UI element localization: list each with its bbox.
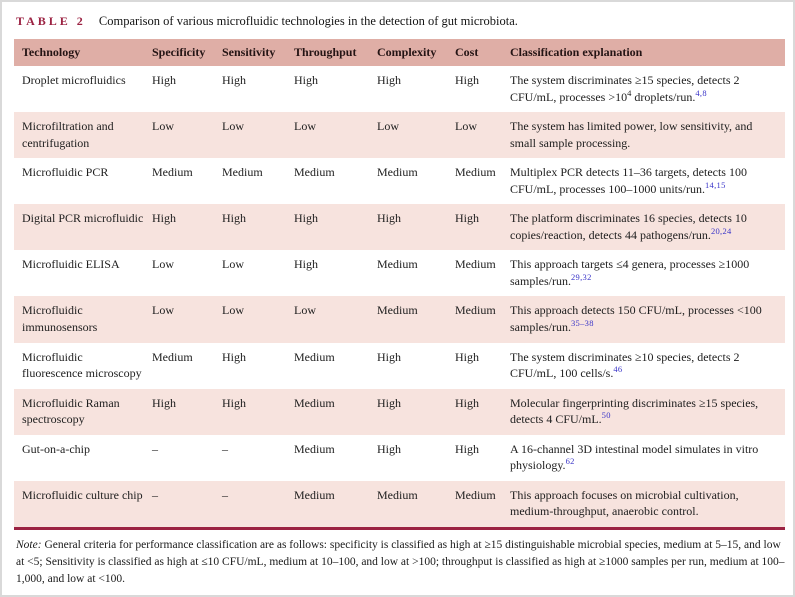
- cell-technology: Microfiltration and centrifugation: [22, 119, 114, 150]
- cell-explanation: [510, 296, 785, 342]
- table-note: [16, 537, 785, 589]
- cell-technology: Microfluidic immunosensors: [22, 303, 98, 335]
- explanation-text: This approach detects 150 CFU/mL, processes <100 samples/run.: [510, 303, 762, 335]
- column-header-complexity: Complexity: [377, 39, 455, 66]
- column-header-cost: Cost: [455, 39, 510, 66]
- cell-sensitivity: High: [222, 211, 246, 226]
- cell-sensitivity: High: [222, 349, 246, 364]
- explanation-text: The system discriminates ≥15 species, detects 2 CFU/mL, processes >10: [510, 73, 740, 104]
- cell-sensitivity: High: [222, 395, 246, 410]
- cell-explanation: [510, 158, 785, 204]
- table-row: [14, 389, 785, 435]
- reference-superscript: 46: [613, 364, 623, 375]
- table-row: [14, 66, 785, 112]
- explanation-text: A 16-channel 3D intestinal model simulates in vitro physiology.: [510, 441, 759, 473]
- cell-technology: Microfluidic PCR: [22, 165, 109, 180]
- cell-explanation: [510, 435, 785, 481]
- cell-complexity: High: [377, 211, 401, 226]
- cell-cost: High: [455, 395, 479, 410]
- cell-specificity: Medium: [152, 165, 193, 180]
- cell-specificity: –: [152, 441, 158, 456]
- cell-explanation: [510, 343, 785, 389]
- cell-sensitivity: Low: [222, 119, 244, 134]
- cell-specificity: High: [152, 73, 176, 87]
- cell-throughput: Low: [294, 119, 316, 134]
- explanation-text: Multiplex PCR detects 11–36 targets, detects 100 CFU/mL, processes 100–1000 units/run.: [510, 165, 747, 196]
- cell-explanation: [510, 250, 785, 296]
- cell-complexity: Medium: [377, 257, 418, 272]
- table-row: [14, 204, 785, 250]
- cell-specificity: High: [152, 395, 176, 410]
- table-header-row: [14, 39, 785, 66]
- cell-explanation: [510, 481, 785, 529]
- cell-complexity: Medium: [377, 303, 418, 318]
- reference-superscript: 4,8: [695, 87, 707, 98]
- cell-explanation: [510, 66, 785, 112]
- column-header-sensitivity: Sensitivity: [222, 39, 294, 66]
- table-caption-text: Comparison of various microfluidic technologies in the detection of gut microbiota.: [98, 14, 518, 28]
- inline-exponent: 4: [627, 87, 632, 98]
- cell-throughput: Low: [294, 303, 316, 318]
- table-row: [14, 343, 785, 389]
- cell-technology: Gut-on-a-chip: [22, 441, 90, 456]
- cell-explanation: [510, 112, 785, 158]
- note-label: Note:: [16, 538, 42, 551]
- cell-throughput: Medium: [294, 487, 335, 502]
- comparison-table: [14, 39, 785, 530]
- cell-throughput: Medium: [294, 441, 335, 456]
- cell-complexity: High: [377, 73, 401, 87]
- reference-superscript: 14,15: [705, 179, 726, 190]
- reference-superscript: 50: [601, 410, 611, 421]
- cell-sensitivity: Low: [222, 257, 244, 272]
- note-text: General criteria for performance classification are as follows: specificity is classified as high at ≥15 distinguishable microbial species, medium at 5–15, and low at <5; Sensitivity is classified as high at ≤10 CFU/mL, medium at 10–100, and low at >100; throughput is classified as high at ≥1000 samples per run, medium at 100–1,000, and low at <100.: [16, 538, 785, 586]
- explanation-text: This approach targets ≤4 genera, processes ≥1000 samples/run.: [510, 257, 750, 288]
- table-row: [14, 481, 785, 529]
- cell-throughput: High: [294, 211, 318, 226]
- cell-specificity: Medium: [152, 349, 193, 364]
- cell-throughput: Medium: [294, 349, 335, 364]
- cell-complexity: Medium: [377, 487, 418, 502]
- cell-cost: Medium: [455, 257, 496, 272]
- cell-complexity: Medium: [377, 165, 418, 180]
- cell-cost: Medium: [455, 165, 496, 180]
- reference-superscript: 29,32: [571, 271, 592, 282]
- table-row: [14, 112, 785, 158]
- explanation-text-cont: droplets/run.: [631, 89, 696, 104]
- cell-technology: Microfluidic culture chip: [22, 487, 143, 502]
- table-row: [14, 158, 785, 204]
- cell-throughput: Medium: [294, 165, 335, 180]
- cell-technology: Microfluidic fluorescence microscopy: [22, 349, 142, 381]
- cell-throughput: High: [294, 257, 318, 272]
- cell-sensitivity: Medium: [222, 165, 263, 180]
- column-header-specificity: Specificity: [152, 39, 222, 66]
- cell-sensitivity: –: [222, 487, 228, 502]
- table-caption: [16, 14, 781, 29]
- explanation-text: Molecular fingerprinting discriminates ≥15 species, detects 4 CFU/mL.: [510, 395, 759, 427]
- cell-cost: Medium: [455, 303, 496, 318]
- reference-superscript: 35–38: [571, 318, 594, 329]
- cell-cost: High: [455, 349, 479, 364]
- table-row: [14, 250, 785, 296]
- table-row: [14, 435, 785, 481]
- cell-explanation: [510, 204, 785, 250]
- explanation-text: The system has limited power, low sensitivity, and small sample processing.: [510, 119, 753, 150]
- cell-cost: Medium: [455, 487, 496, 502]
- cell-cost: High: [455, 73, 479, 87]
- cell-technology: Digital PCR microfluidic: [22, 211, 144, 226]
- cell-explanation: [510, 389, 785, 435]
- cell-specificity: Low: [152, 257, 174, 272]
- reference-superscript: 20,24: [710, 225, 732, 236]
- cell-sensitivity: –: [222, 441, 228, 456]
- cell-sensitivity: High: [222, 73, 246, 87]
- cell-technology: Microfluidic ELISA: [22, 257, 120, 272]
- cell-throughput: High: [294, 73, 318, 87]
- explanation-text: The system discriminates ≥10 species, detects 2 CFU/mL, 100 cells/s.: [510, 349, 740, 381]
- cell-specificity: Low: [152, 303, 174, 318]
- table-number-label: TABLE 2: [16, 14, 86, 28]
- explanation-text: The platform discriminates 16 species, detects 10 copies/reaction, detects 44 pathogens/run.: [510, 211, 747, 242]
- cell-technology: Microfluidic Raman spectroscopy: [22, 395, 120, 427]
- table-row: [14, 296, 785, 342]
- cell-technology: Droplet microfluidics: [22, 73, 126, 87]
- cell-complexity: Low: [377, 119, 399, 134]
- cell-specificity: High: [152, 211, 176, 226]
- reference-superscript: 62: [565, 456, 575, 467]
- cell-complexity: High: [377, 441, 401, 456]
- cell-cost: Low: [455, 119, 477, 134]
- explanation-text: This approach focuses on microbial cultivation, medium-throughput, anaerobic control.: [510, 487, 739, 519]
- cell-specificity: Low: [152, 119, 174, 134]
- cell-complexity: High: [377, 395, 401, 410]
- cell-cost: High: [455, 441, 479, 456]
- cell-cost: High: [455, 211, 479, 226]
- column-header-throughput: Throughput: [294, 39, 377, 66]
- cell-specificity: –: [152, 487, 158, 502]
- cell-complexity: High: [377, 349, 401, 364]
- cell-throughput: Medium: [294, 395, 335, 410]
- column-header-technology: Technology: [14, 39, 152, 66]
- column-header-classification: Classification explanation: [510, 39, 785, 66]
- cell-sensitivity: Low: [222, 303, 244, 318]
